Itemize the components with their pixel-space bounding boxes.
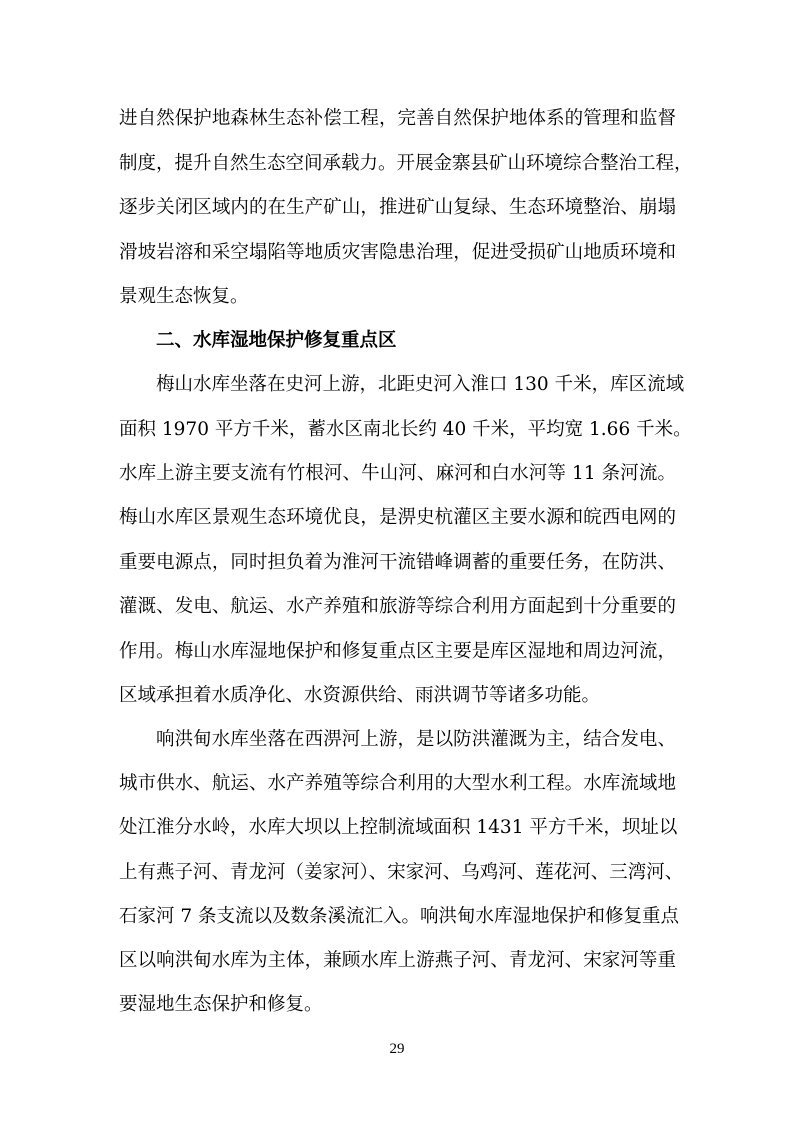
text-line: 区以响洪甸水库为主体，兼顾水库上游燕子河、青龙河、宋家河等重 — [119, 950, 676, 971]
text-line: 要湿地生态保护和修复。 — [119, 994, 323, 1015]
text-line: 上有燕子河、青龙河（姜家河）、宋家河、乌鸡河、莲花河、三湾河、 — [119, 862, 684, 883]
text-line: 梅山水库区景观生态环境优良，是淠史杭灌区主要水源和皖西电网的 — [119, 507, 676, 528]
text-line: 处江淮分水岭，水库大坝以上控制流域面积 1431 平方千米，坝址以 — [119, 817, 678, 838]
text-line: 进自然保护地森林生态补偿工程，完善自然保护地体系的管理和监督 — [119, 108, 676, 129]
text-line: 响洪甸水库坐落在西淠河上游，是以防洪灌溉为主，结合发电、 — [156, 729, 676, 750]
text-line: 作用。梅山水库湿地保护和修复重点区主要是库区湿地和周边河流， — [119, 641, 676, 662]
text-line: 制度，提升自然生态空间承载力。开展金寨县矿山环境综合整治工程， — [119, 153, 693, 174]
text-line: 石家河 7 条支流以及数条溪流汇入。响洪甸水库湿地保护和修复重点 — [119, 906, 680, 927]
text-line: 区域承担着水质净化、水资源供给、雨洪调节等诸多功能。 — [119, 685, 601, 706]
text-line: 灌溉、发电、航运、水产养殖和旅游等综合利用方面起到十分重要的 — [119, 596, 676, 617]
page-number: 29 — [389, 1041, 405, 1057]
text-line: 景观生态恢复。 — [119, 286, 249, 307]
section-heading: 二、水库湿地保护修复重点区 — [156, 330, 397, 351]
text-line: 滑坡岩溶和采空塌陷等地质灾害隐患治理，促进受损矿山地质环境和 — [119, 242, 676, 263]
text-line: 城市供水、航运、水产养殖等综合利用的大型水利工程。水库流域地 — [119, 773, 676, 794]
text-line: 面积 1970 平方千米，蓄水区南北长约 40 千米，平均宽 1.66 千米。 — [119, 419, 692, 440]
text-line: 梅山水库坐落在史河上游，北距史河入淮口 130 千米，库区流域 — [156, 374, 685, 395]
text-line: 重要电源点，同时担负着为淮河干流错峰调蓄的重要任务，在防洪、 — [119, 552, 676, 573]
text-line: 水库上游主要支流有竹根河、牛山河、麻河和白水河等 11 条河流。 — [119, 463, 676, 484]
text-line: 逐步关闭区域内的在生产矿山，推进矿山复绿、生态环境整治、崩塌 — [119, 197, 676, 218]
